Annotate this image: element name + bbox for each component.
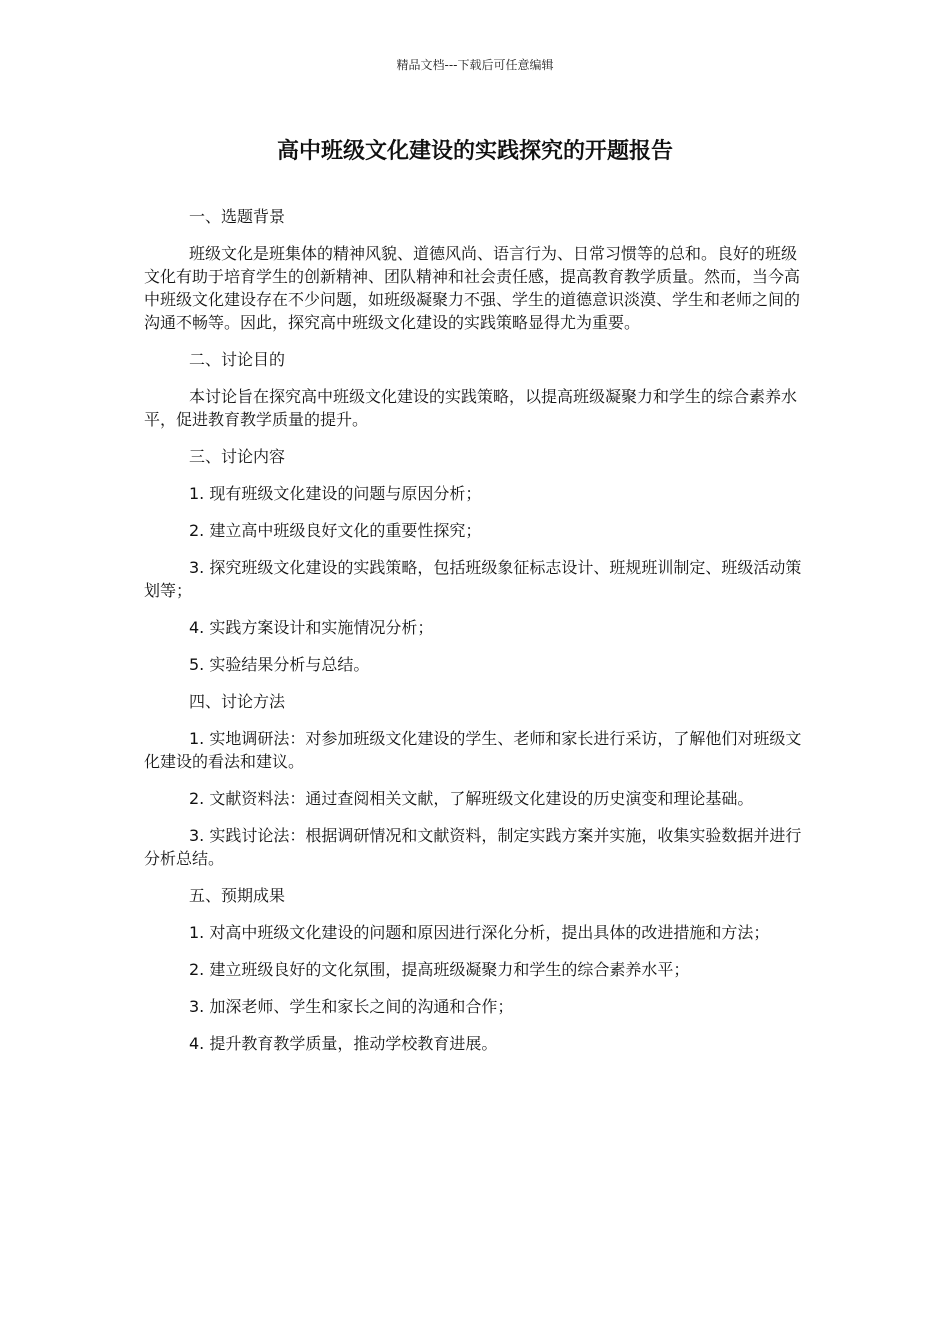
list-item: 1. 对高中班级文化建设的问题和原因进行深化分析，提出具体的改进措施和方法； [189,923,770,942]
list-item: 3. 实践讨论法：根据调研情况和文献资料，制定实践方案并实施，收集实验数据并进行分析总结。 [144,826,802,868]
section-heading: 四、讨论方法 [189,692,286,711]
section-heading: 二、讨论目的 [189,350,286,369]
list-item: 4. 实践方案设计和实施情况分析； [189,618,434,637]
section-heading: 五、预期成果 [189,886,286,905]
page-header: 精品文档---下载后可任意编辑 [396,58,554,72]
section-heading: 一、选题背景 [189,207,286,226]
list-item: 5. 实验结果分析与总结。 [189,655,370,674]
section-heading: 三、讨论内容 [189,447,286,466]
list-item: 1. 现有班级文化建设的问题与原因分析； [189,484,482,503]
list-item: 4. 提升教育教学质量，推动学校教育进展。 [189,1034,498,1053]
list-item: 3. 加深老师、学生和家长之间的沟通和合作； [189,997,514,1016]
paragraph: 班级文化是班集体的精神风貌、道德风尚、语言行为、日常习惯等的总和。良好的班级文化有助于培育学生的创新精神、团队精神和社会责任感，提高教育教学质量。然而，当今高中班级文化建设存在不少问题，如班级凝聚力不强、学生的道德意识淡漠、学生和老师之间的沟通不畅等。因此，探究高中班级文化建设的实践策略显得尤为重要。 [144,244,801,332]
list-item: 2. 文献资料法：通过查阅相关文献，了解班级文化建设的历史演变和理论基础。 [189,789,754,808]
list-item: 3. 探究班级文化建设的实践策略，包括班级象征标志设计、班规班训制定、班级活动策划等； [144,558,802,600]
document-body [144,205,806,1069]
list-item: 2. 建立班级良好的文化氛围，提高班级凝聚力和学生的综合素养水平； [189,960,690,979]
list-item: 2. 建立高中班级良好文化的重要性探究； [189,521,482,540]
paragraph: 本讨论旨在探究高中班级文化建设的实践策略，以提高班级凝聚力和学生的综合素养水平，促进教育教学质量的提升。 [144,387,798,429]
document-title: 高中班级文化建设的实践探究的开题报告 [276,139,673,164]
list-item: 1. 实地调研法：对参加班级文化建设的学生、老师和家长进行采访，了解他们对班级文化建设的看法和建议。 [144,729,802,771]
